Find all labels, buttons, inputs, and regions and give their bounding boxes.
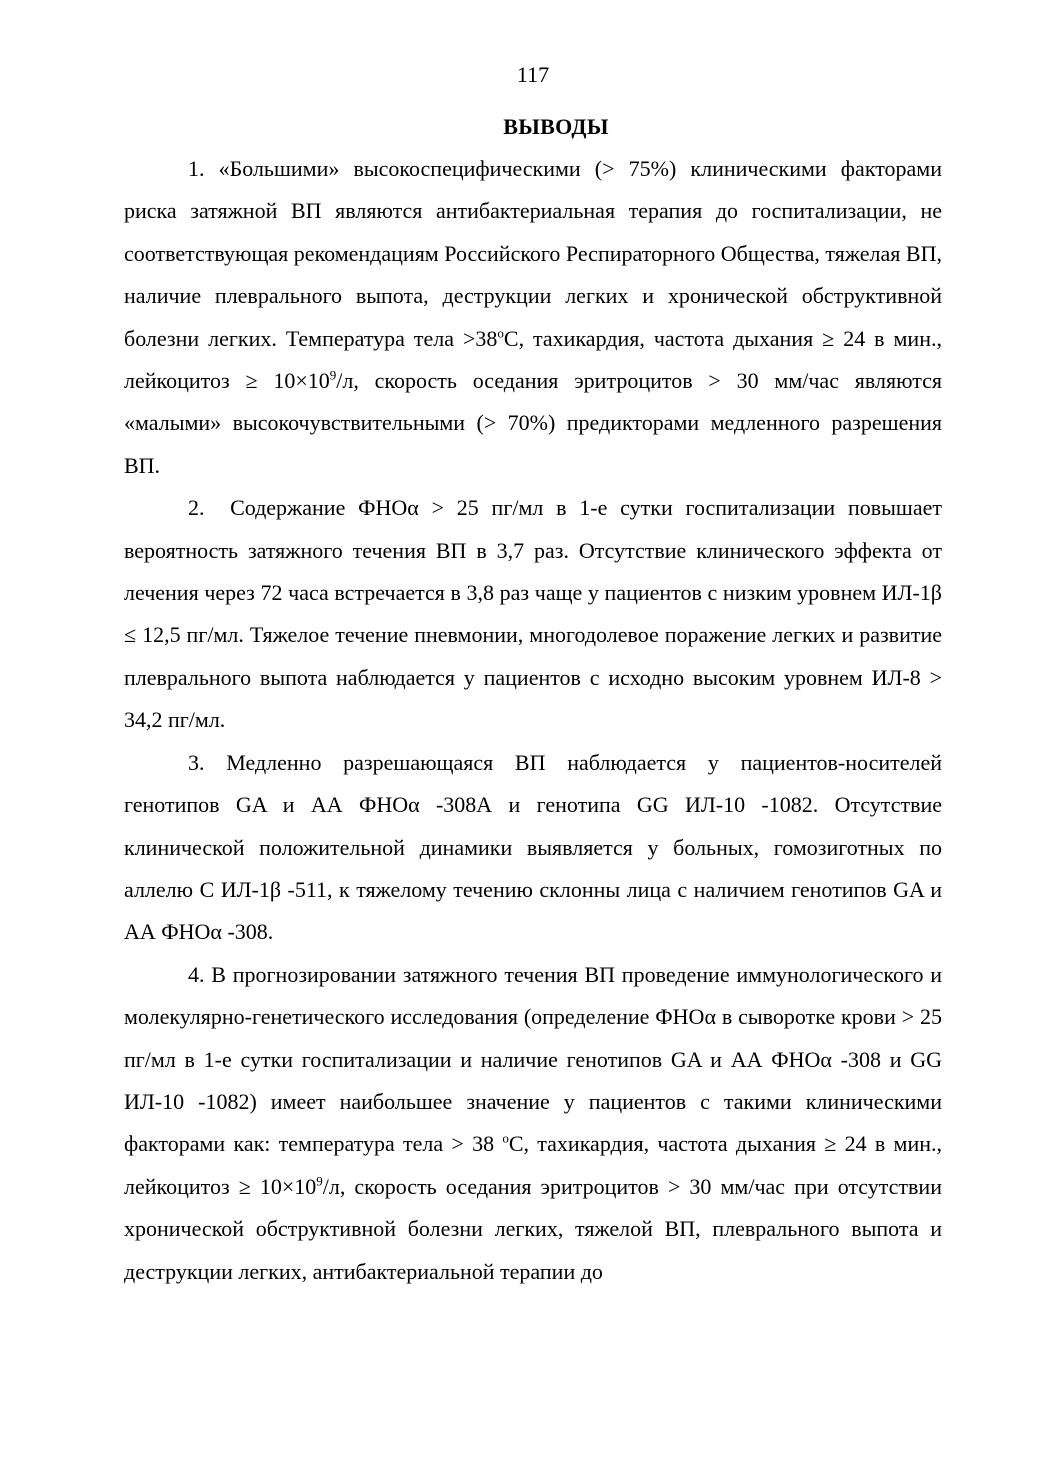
- conclusion-text: С, тахикардия, частота дыхания ≥ 24 в мин., лейкоцитоз ≥ 10×10: [124, 325, 942, 394]
- conclusion-item-4: [124, 954, 942, 1293]
- page-title: ВЫВОДЫ: [503, 114, 609, 139]
- conclusion-text: В прогнозировании затяжного течения ВП проведение иммунологического и молекулярно-генетического исследования (определение ФНОα в сыворотке крови > 25 пг/мл в 1-е сутки госпитализации и наличие генотипов GA и АА ФНОα -308 и GG ИЛ-10 -1082) имеет наибольшее значение у пациентов с такими клиническими факторами как: температура тела > 38: [124, 961, 943, 1157]
- conclusion-text: /л, скорость оседания эритроцитов > 30 мм/час при отсутствии хронической обструктивной болезни легких, тяжелой ВП, плеврального выпота и деструкции легких, антибактериальной терапии до: [124, 1173, 942, 1284]
- conclusion-item-3: [124, 742, 942, 954]
- conclusion-text: «Большими» высокоспецифическими (> 75%) клиническими факторами риска затяжной ВП являются антибактериальная терапия до госпитализации, не соответствующая рекомендациям Российского Респираторного Общества, тяжелая ВП, наличие плеврального выпота, деструкции легких и хронической обструктивной болезни легких. Температура тела >38: [124, 156, 942, 351]
- degree-superscript: o: [497, 325, 504, 341]
- conclusion-number: 4.: [188, 961, 205, 987]
- conclusion-text: Медленно разрешающаяся ВП наблюдается у пациентов-носителей генотипов GA и АА ФНОα -308А и генотипа GG ИЛ-10 -1082. Отсутствие клинической положительной динамики выявляется у больных, гомозиготных по аллелю С ИЛ-1β -511, к тяжелому течению склонны лица с наличием генотипов GA и АА ФНОα -308.: [124, 749, 943, 945]
- conclusion-item-1: [124, 148, 942, 487]
- conclusions-list: [124, 148, 942, 1293]
- conclusion-text: Содержание ФНОα > 25 пг/мл в 1-е сутки госпитализации повышает вероятность затяжного течения ВП в 3,7 раз. Отсутствие клинического эффекта от лечения через 72 часа встречается в 3,8 раз чаще у пациентов с низким уровнем ИЛ-1β ≤ 12,5 пг/мл. Тяжелое течение пневмонии, многодолевое поражение легких и развитие плеврального выпота наблюдается у пациентов с исходно высоким уровнем ИЛ-8 > 34,2 пг/мл.: [124, 495, 943, 733]
- exponent-superscript: 9: [329, 367, 337, 383]
- degree-superscript: o: [502, 1131, 509, 1147]
- conclusion-text: /л, скорость оседания эритроцитов > 30 мм/час являются «малыми» высокочувствительными (> 70%) предикторами медленного разрешения ВП.: [124, 368, 942, 478]
- conclusion-text: С, тахикардия, частота дыхания ≥ 24 в мин., лейкоцитоз ≥ 10×10: [124, 1131, 942, 1199]
- conclusion-item-2: [124, 487, 942, 741]
- conclusion-number: 2.: [188, 495, 205, 521]
- exponent-superscript: 9: [316, 1173, 323, 1189]
- conclusion-number: 3.: [188, 749, 205, 775]
- conclusion-number: 1.: [188, 156, 205, 181]
- page-number: 117: [516, 62, 550, 87]
